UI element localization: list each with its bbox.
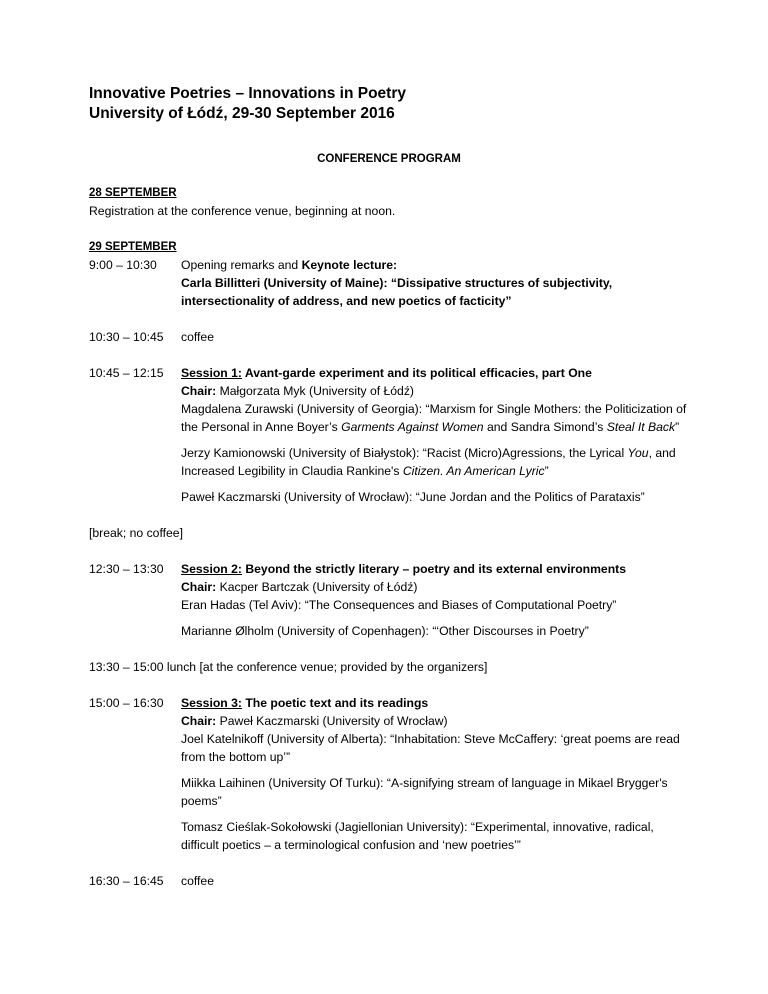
day-28-section <box>89 184 689 220</box>
lunch-slot: 13:30 – 15:00 lunch [at the conference venue; provided by the organizers] <box>89 660 488 674</box>
coffee-text: coffee <box>181 874 214 888</box>
talk: Eran Hadas (Tel Aviv): “The Consequences and Biases of Computational Poetry” <box>181 598 617 612</box>
slot-coffee <box>89 872 689 890</box>
slot-time: 10:45 – 12:15 <box>89 366 164 380</box>
talk: Miikka Laihinen (University Of Turku): “A-signifying stream of language in Mikael Brygger's poems” <box>181 776 668 808</box>
session-title: The poetic text and its readings <box>241 696 429 710</box>
day-29-section <box>89 238 689 890</box>
keynote-talk: Carla Billitteri (University of Maine): “Dissipative structures of subjectivity, intersectionality of address, and new poetics of facticity” <box>181 276 613 308</box>
coffee-text: coffee <box>181 330 214 344</box>
opening-remarks: Opening remarks and <box>181 258 302 272</box>
chair-name: Małgorzata Myk (University of Łódź) <box>216 384 414 398</box>
session-1 <box>89 364 689 506</box>
session-label: Session 2: <box>181 562 242 576</box>
session-content <box>181 364 689 506</box>
chair-label: Chair: <box>181 384 217 398</box>
talk: Magdalena Zurawski (University of Georgia): “Marxism for Single Mothers: the Politicization of the Personal in Anne Boyer’s Garments Against Women and Sandra Simond’s Steal It Back” <box>181 402 687 434</box>
talk: Marianne Ølholm (University of Copenhagen): “‘Other Discourses in Poetry” <box>181 624 589 638</box>
conference-title: Innovative Poetries – Innovations in Poetry <box>89 85 406 102</box>
session-3 <box>89 694 689 854</box>
talk: Jerzy Kamionowski (University of Białystok): “Racist (Micro)Agressions, the Lyrical You, and Increased Legibility in Claudia Rankine's Citizen. An American Lyric” <box>181 446 676 478</box>
conference-venue-dates: University of Łódź, 29-30 September 2016 <box>89 105 395 122</box>
slot-time: 16:30 – 16:45 <box>89 874 164 888</box>
session-label: Session 1: <box>181 366 242 380</box>
slot-time: 10:30 – 10:45 <box>89 330 164 344</box>
slot-keynote <box>89 256 689 310</box>
registration-text: Registration at the conference venue, beginning at noon. <box>89 204 396 218</box>
day-heading: 28 SEPTEMBER <box>89 187 177 199</box>
slot-time: 12:30 – 13:30 <box>89 562 164 576</box>
session-content <box>181 694 689 854</box>
slot-time: 9:00 – 10:30 <box>89 258 157 272</box>
session-label: Session 3: <box>181 696 242 710</box>
slot-coffee <box>89 328 689 346</box>
program-heading: CONFERENCE PROGRAM <box>317 153 461 165</box>
slot-time: 15:00 – 16:30 <box>89 696 164 710</box>
session-title: Beyond the strictly literary – poetry and its external environments <box>241 562 626 576</box>
session-2 <box>89 560 689 640</box>
chair-name: Kacper Bartczak (University of Łódź) <box>216 580 418 594</box>
talk: Tomasz Cieślak-Sokołowski (Jagiellonian University): “Experimental, innovative, radical, difficult poetics – a terminological confusion and ‘new poetries’” <box>181 820 654 852</box>
chair-name: Paweł Kaczmarski (University of Wrocław) <box>216 714 448 728</box>
program-page <box>89 84 689 890</box>
talk: Paweł Kaczmarski (University of Wrocław): “June Jordan and the Politics of Parataxis” <box>181 490 645 504</box>
talk: Joel Katelnikoff (University of Alberta): “Inhabitation: Steve McCaffery: ‘great poems are read from the bottom up’” <box>181 732 680 764</box>
day-heading: 29 SEPTEMBER <box>89 241 177 253</box>
chair-label: Chair: <box>181 580 217 594</box>
slot-content <box>181 256 689 310</box>
chair-label: Chair: <box>181 714 217 728</box>
break-note: [break; no coffee] <box>89 526 183 540</box>
session-content <box>181 560 689 640</box>
keynote-label: Keynote lecture: <box>301 258 398 272</box>
session-title: Avant-garde experiment and its political efficacies, part One <box>241 366 592 380</box>
